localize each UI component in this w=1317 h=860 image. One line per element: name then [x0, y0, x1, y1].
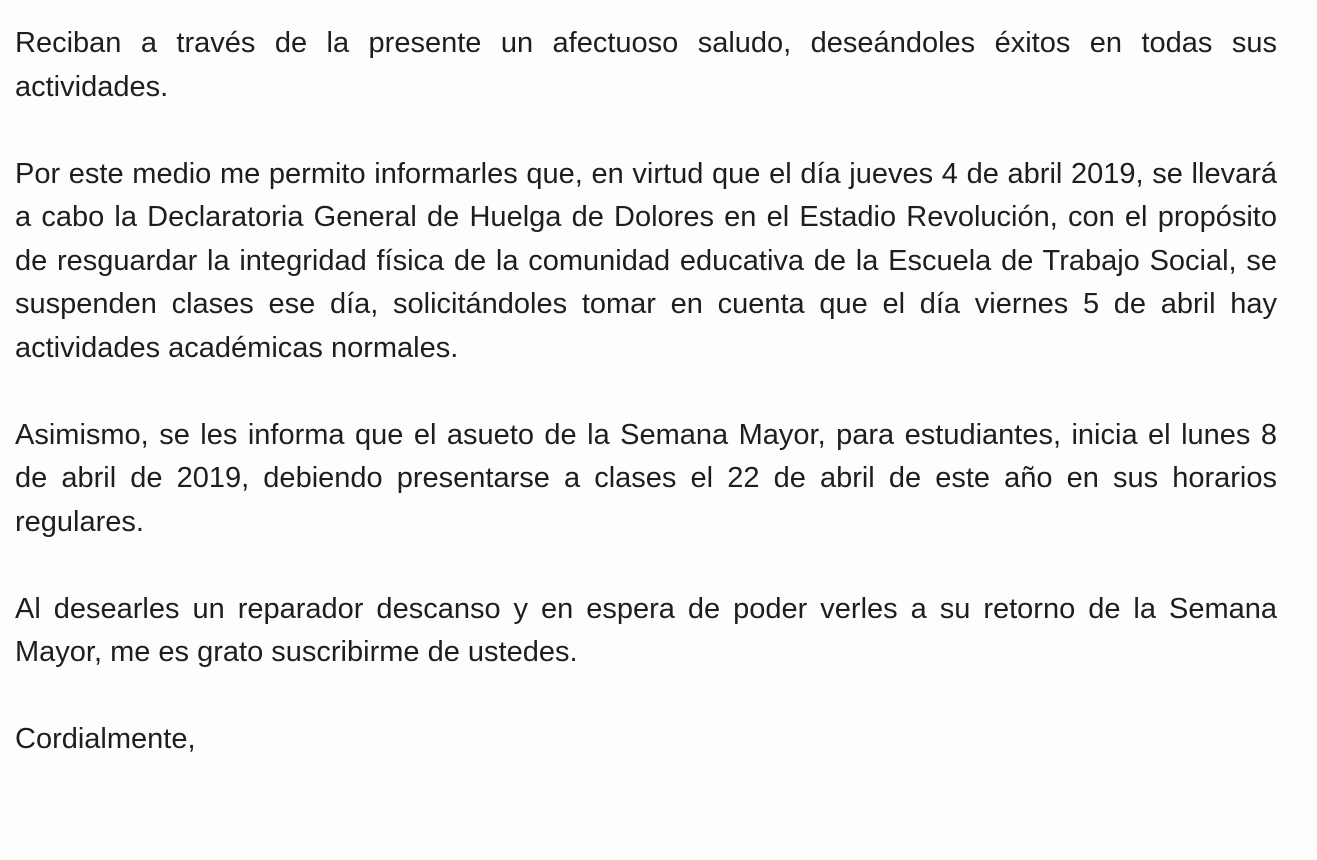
body-paragraph-holiday-notice: Asimismo, se les informa que el asueto de la Semana Mayor, para estudiantes, inicia el lunes 8 de abril de 2019, debiendo presentarse a clases el 22 de abril de este año en sus horarios regulares. [15, 418, 1277, 538]
body-paragraph-farewell: Al desearles un reparador descanso y en espera de poder verles a su retorno de la Semana Mayor, me es grato suscribirme de ustedes. [15, 592, 1277, 668]
greeting-paragraph: Reciban a través de la presente un afectuoso saludo, deseándoles éxitos en todas sus actividades. [15, 27, 1277, 103]
body-paragraph-strike-notice: Por este medio me permito informarles que, en virtud que el día jueves 4 de abril 2019, se llevará a cabo la Declaratoria General de Huelga de Dolores en el Estadio Revolución, con el propósito de resguardar la integridad física de la comunidad educativa de la Escuela de Trabajo Social, se suspenden clases ese día, solicitándoles tomar en cuenta que el día viernes 5 de abril hay actividades académicas normales. [15, 157, 1277, 364]
closing-salutation: Cordialmente, [15, 723, 196, 755]
